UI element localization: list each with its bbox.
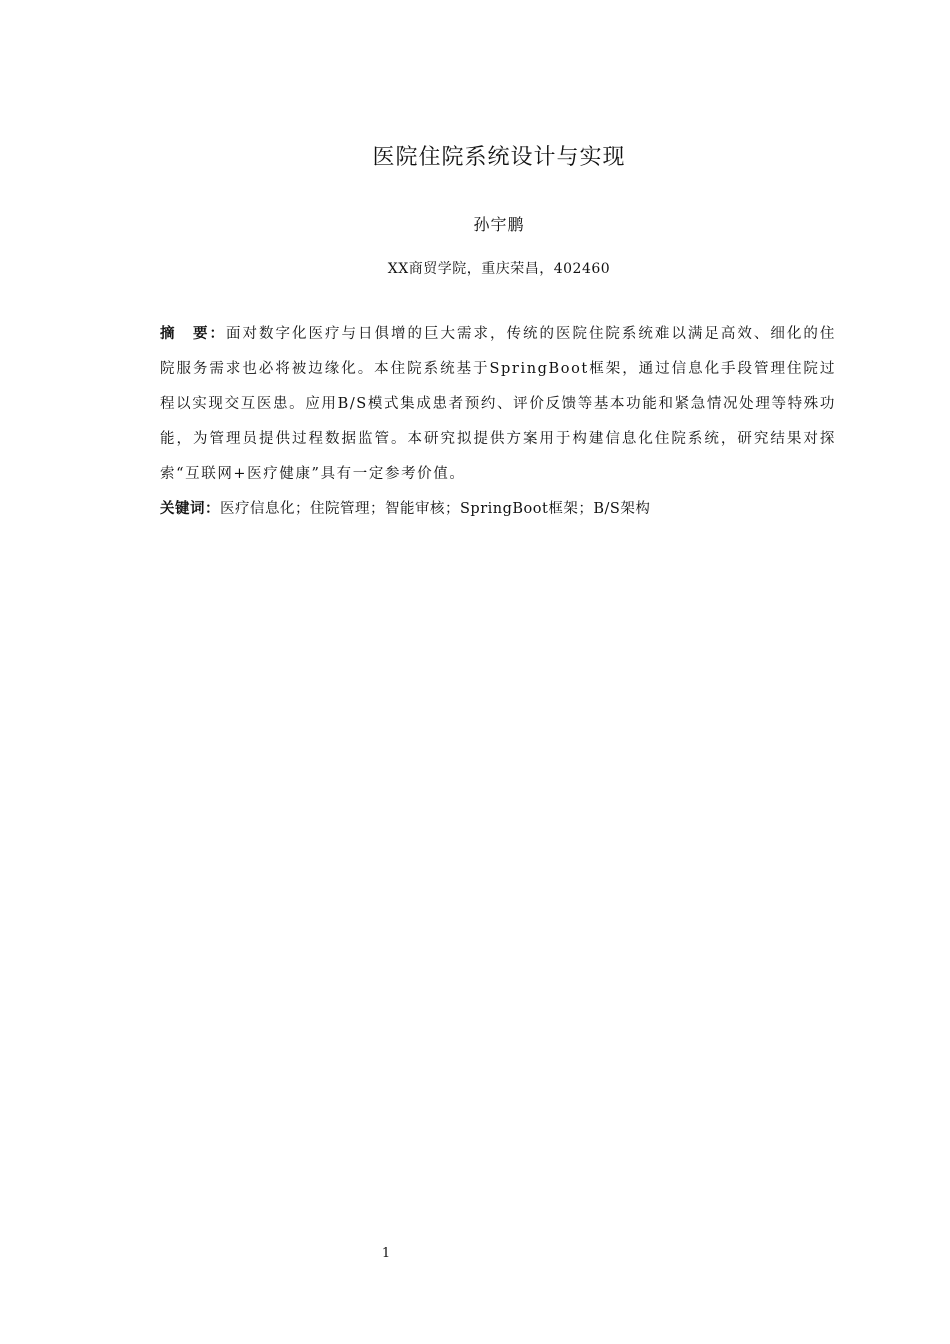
keywords-label: 关键词：	[160, 501, 220, 517]
keywords-line	[160, 497, 836, 521]
abstract-label: 摘 要：	[160, 326, 226, 342]
abstract-text: 面对数字化医疗与日俱增的巨大需求，传统的医院住院系统难以满足高效、细化的住院服务需求也必将被边缘化。本住院系统基于SpringBoot框架，通过信息化手段管理住院过程以实现交互医患。应用B/S模式集成患者预约、评价反馈等基本功能和紧急情况处理等特殊功能，为管理员提供过程数据监管。本研究拟提供方案用于构建信息化住院系统，研究结果对探索“互联网+医疗健康”具有一定参考价值。	[160, 326, 836, 482]
author-name: 孙宇鹏	[473, 215, 525, 234]
page-number: 1	[381, 1246, 391, 1261]
author-affiliation: XX商贸学院，重庆荣昌，402460	[387, 261, 611, 277]
paper-title: 医院住院系统设计与实现	[372, 145, 626, 170]
abstract-paragraph	[160, 317, 836, 492]
keywords-text: 医疗信息化；住院管理；智能审核；SpringBoot框架；B/S架构	[220, 501, 651, 517]
